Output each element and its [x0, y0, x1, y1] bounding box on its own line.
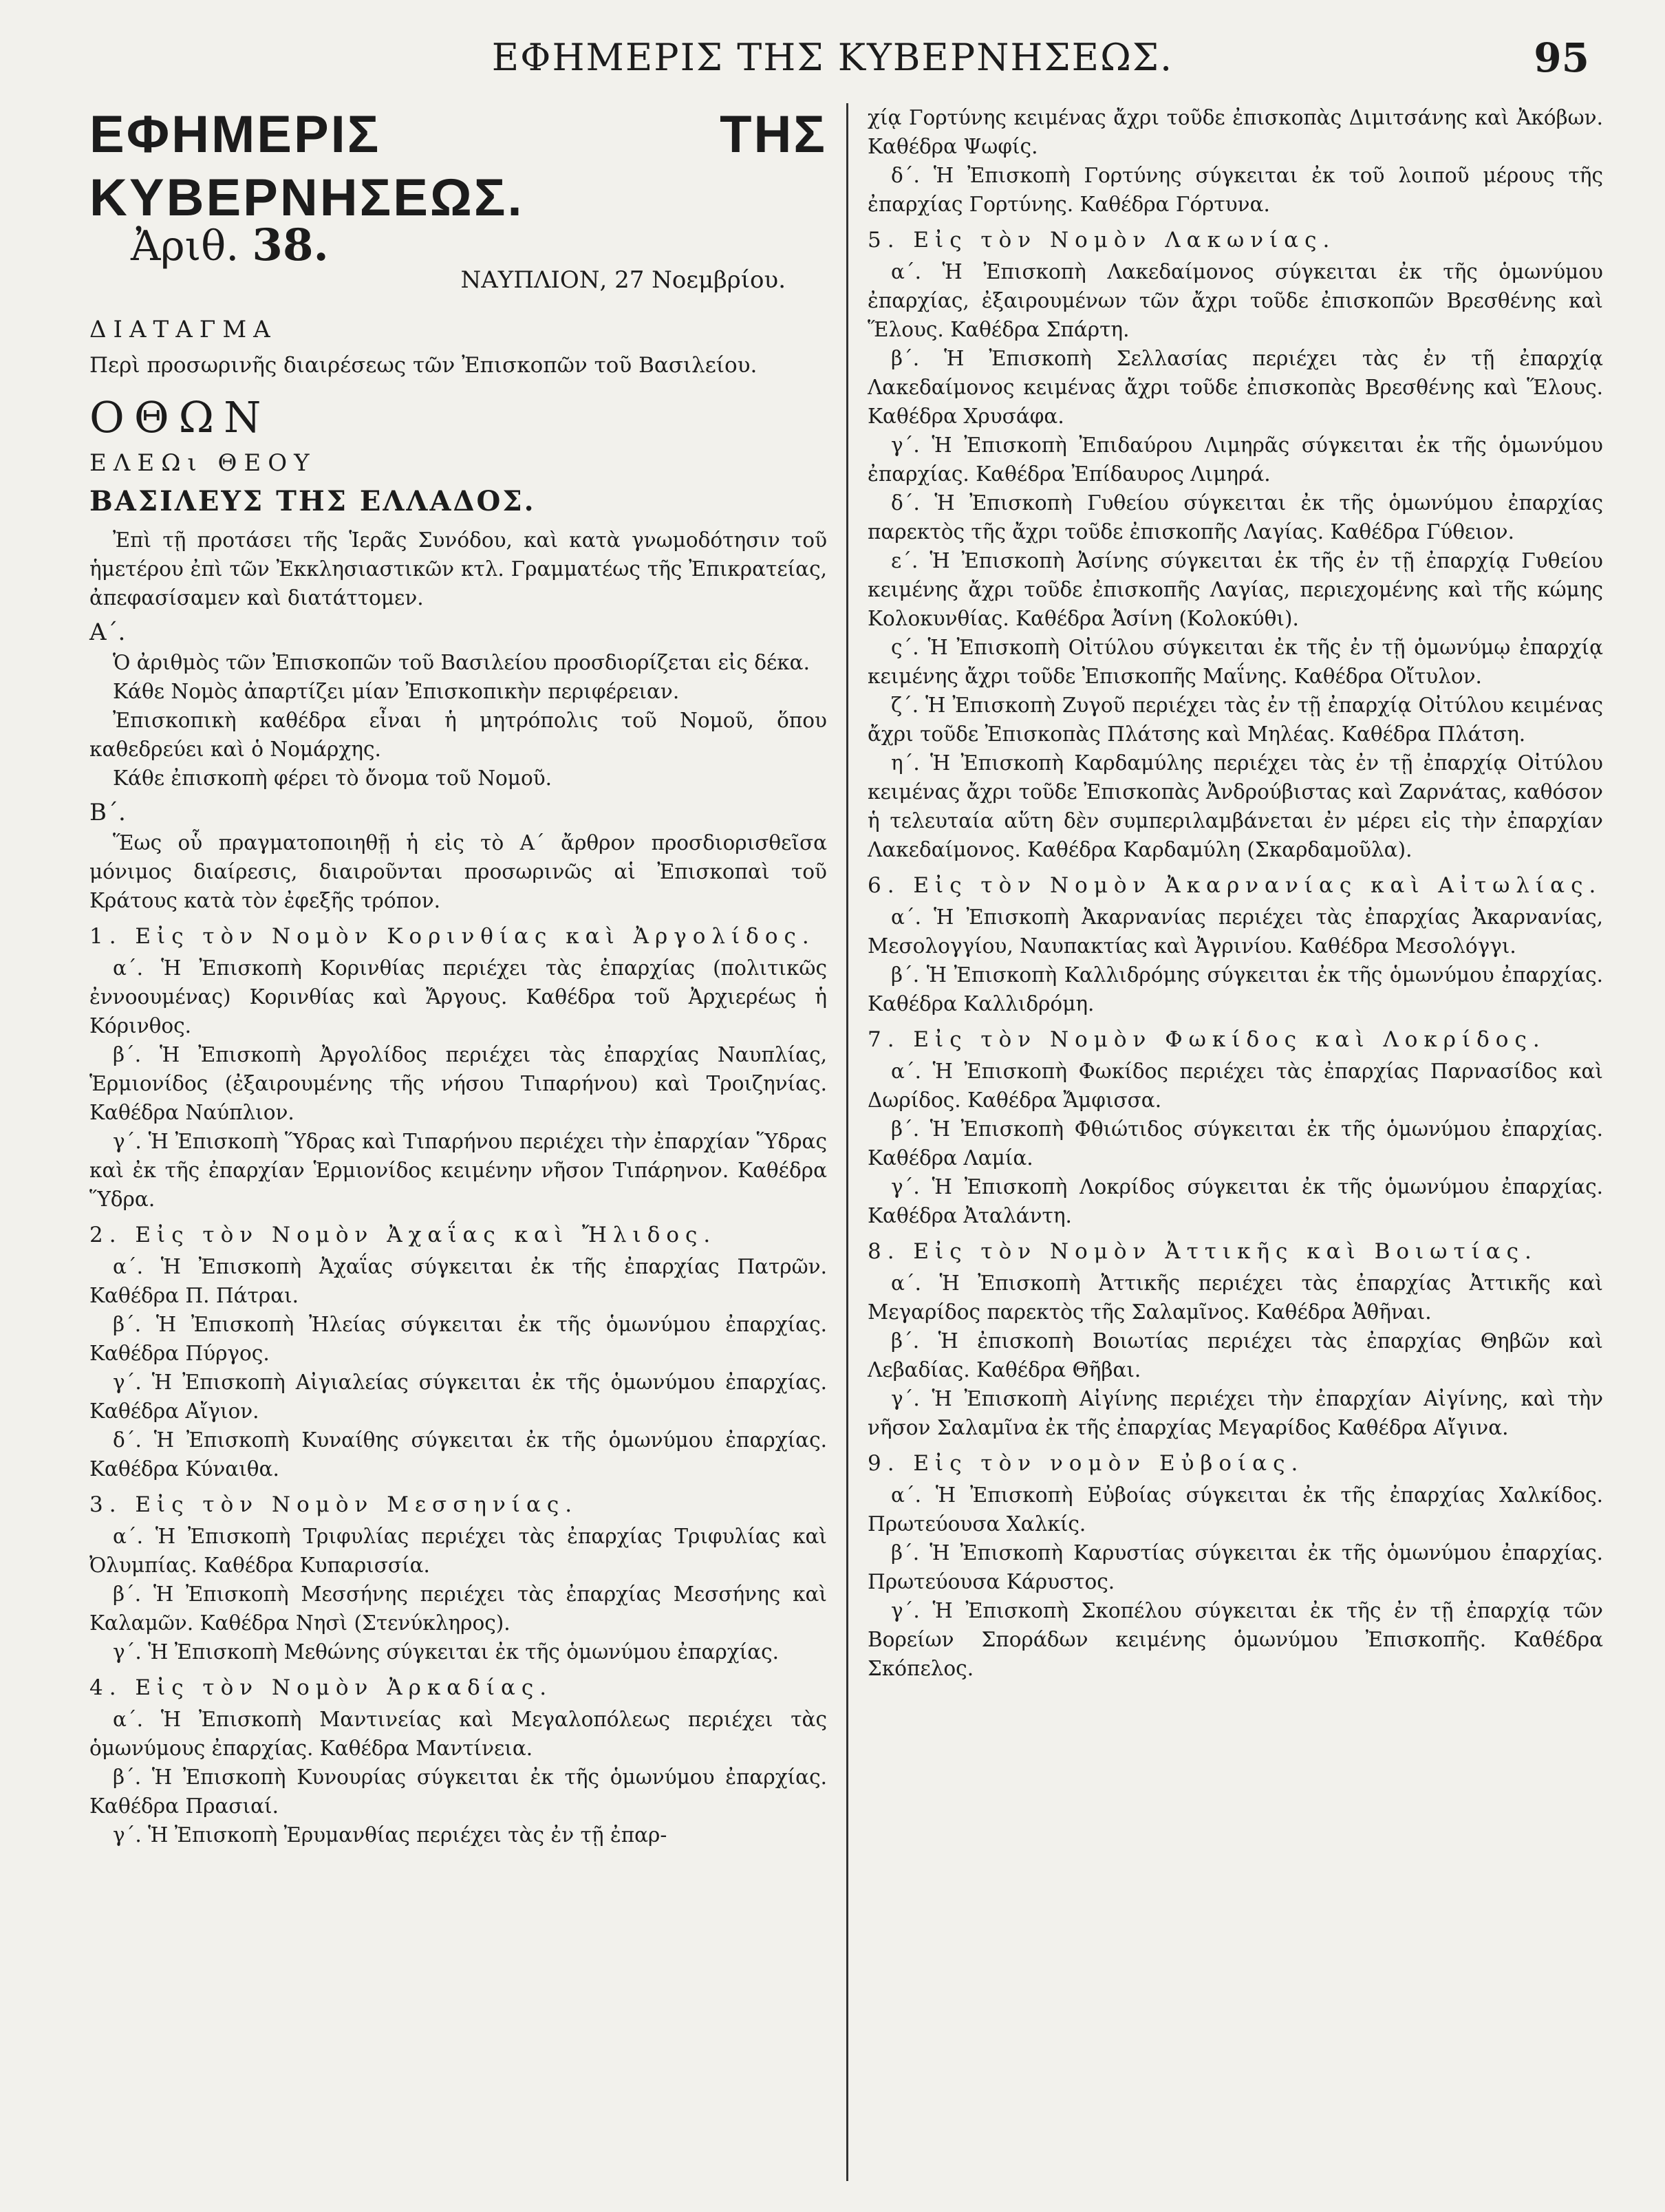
- section-heading: 1. Εἰς τὸν Νομὸν Κορινθίας καὶ Ἀργολίδος.: [89, 924, 815, 949]
- section-item: ε΄. Ἡ Ἐπισκοπὴ Ἀσίνης σύγκειται ἐκ τῆς ἐν τῇ ἐπαρχίᾳ Γυθείου κειμένης ἄχρι τοῦδε ἐπισκοπῆς Λαγίας, περιεχομένης καὶ τῆς κώμης Κολοκυνθίας. Καθέδρα Ἀσίνη (Κολοκύθι).: [868, 549, 1603, 630]
- section-arcadia: [89, 1673, 827, 1849]
- right-column: [846, 103, 1603, 2181]
- decree-title: ΔΙΑΤΑΓΜΑ: [89, 316, 277, 343]
- section-laconia: [868, 226, 1603, 864]
- article-b-heading: Β΄.: [89, 799, 126, 826]
- section-heading: 4. Εἰς τὸν Νομὸν Ἀρκαδίας.: [89, 1675, 553, 1700]
- section-item: β΄. Ἡ Ἐπισκοπὴ Φθιώτιδος σύγκειται ἐκ τῆς ὁμωνύμου ἐπαρχίας. Καθέδρα Λαμία.: [868, 1117, 1603, 1170]
- section-item: β΄. Ἡ Ἐπισκοπὴ Καρυστίας σύγκειται ἐκ τῆς ὁμωνύμου ἐπαρχίας. Πρωτεύουσα Κάρυστος.: [868, 1541, 1603, 1593]
- issue-label: Ἀριθ.: [131, 222, 239, 270]
- running-title: ΕΦΗΜΕΡΙΣ ΤΗΣ ΚΥΒΕΡΝΗΣΕΩΣ.: [491, 36, 1174, 79]
- masthead-title: ΕΦΗΜΕΡΙΣ ΤΗΣ ΚΥΒΕΡΝΗΣΕΩΣ.: [89, 105, 827, 227]
- section-item: α΄. Ἡ Ἐπισκοπὴ Ἀκαρνανίας περιέχει τὰς ἐπαρχίας Ἀκαρνανίας, Μεσολογγίου, Ναυπακτίας καὶ Ἀγρινίου. Καθέδρα Μεσολόγγι.: [868, 905, 1603, 958]
- king-title: ΒΑΣΙΛΕΥΣ ΤΗΣ ΕΛΛΑΔΟΣ.: [89, 485, 536, 517]
- masthead-issue-row: [89, 219, 827, 311]
- section-item: γ΄. Ἡ Ἐπισκοπὴ Αἰγίνης περιέχει τὴν ἐπαρχίαν Αἰγίνης, καὶ τὴν νῆσον Σαλαμῖνα ἐκ τῆς ἐπαρχίας Μεγαρίδος Καθέδρα Αἴγινα.: [868, 1387, 1603, 1439]
- section-item: β΄. Ἡ Ἐπισκοπὴ Καλλιδρόμης σύγκειται ἐκ τῆς ὁμωνύμου ἐπαρχίας. Καθέδρα Καλλιδρόμη.: [868, 963, 1603, 1016]
- section-heading: 8. Εἰς τὸν Νομὸν Ἀττικῆς καὶ Βοιωτίας.: [868, 1239, 1538, 1264]
- section-item: γ΄. Ἡ Ἐπισκοπὴ Μεθώνης σύγκειται ἐκ τῆς ὁμωνύμου ἐπαρχίας.: [113, 1640, 780, 1664]
- section-heading: 5. Εἰς τὸν Νομὸν Λακωνίας.: [868, 228, 1336, 253]
- section-item: α΄. Ἡ Ἐπισκοπὴ Λακεδαίμονος σύγκειται ἐκ τῆς ὁμωνύμου ἐπαρχίας, ἐξαιρουμένων τῶν ἄχρι τοῦδε ἐπισκοπῶν Βρεσθένης καὶ Ἕλους. Καθέδρα Σπάρτη.: [868, 260, 1603, 341]
- article-a-heading: Α΄.: [89, 619, 126, 646]
- section-item: β΄. Ἡ Ἐπισκοπὴ Ἀργολίδος περιέχει τὰς ἐπαρχίας Ναυπλίας, Ἑρμιονίδος (ἐξαιρουμένης τῆς νήσου Τιπαρήνου) καὶ Τροιζηνίας. Καθέδρα Ναύπλιον.: [89, 1043, 827, 1124]
- preamble: Ἐπὶ τῇ προτάσει τῆς Ἱερᾶς Συνόδου, καὶ κατὰ γνωμοδότησιν τοῦ ἡμετέρου ἐπὶ τῶν Ἐκκλησιαστικῶν κτλ. Γραμματέως τῆς Ἐπικρατείας, ἀπεφασίσαμεν καὶ διατάττομεν.: [89, 528, 827, 610]
- section-phocis-locris: [868, 1025, 1603, 1230]
- left-column: [89, 103, 846, 2181]
- king-grace: ΕΛΕΩι ΘΕΟΥ: [89, 449, 316, 477]
- section-messinia: [89, 1490, 827, 1666]
- section-item: β΄. Ἡ ἐπισκοπὴ Βοιωτίας περιέχει τὰς ἐπαρχίας Θηβῶν καὶ Λεβαδίας. Καθέδρα Θῆβαι.: [868, 1329, 1603, 1382]
- section-item: α΄. Ἡ Ἐπισκοπὴ Κορινθίας περιέχει τὰς ἐπαρχίας (πολιτικῶς ἐννοουμένας) Κορινθίας καὶ Ἄργους. Καθέδρα τοῦ Ἀρχιερέως ἡ Κόρινθος.: [89, 956, 827, 1038]
- section-item: β΄. Ἡ Ἐπισκοπὴ Σελλασίας περιέχει τὰς ἐν τῇ ἐπαρχίᾳ Λακεδαίμονος κειμένας ἄχρι τοῦδε ἐπισκοπὰς Βρεσθένης καὶ Ἕλους. Καθέδρα Χρυσάφα.: [868, 347, 1603, 428]
- issue-value: 38.: [252, 219, 329, 271]
- section-item: δ΄. Ἡ Ἐπισκοπὴ Κυναίθης σύγκειται ἐκ τῆς ὁμωνύμου ἐπαρχίας. Καθέδρα Κύναιθα.: [89, 1428, 827, 1481]
- continued-paragraph: χίᾳ Γορτύνης κειμένας ἄχρι τοῦδε ἐπισκοπὰς Διμιτσάνης καὶ Ἀκόβων. Καθέδρα Ψωφίς.: [868, 106, 1603, 158]
- section-corinth-argolis: [89, 922, 827, 1214]
- section-item: γ΄. Ἡ Ἐπισκοπὴ Ὕδρας καὶ Τιπαρήνου περιέχει τὴν ἐπαρχίαν Ὕδρας καὶ ἐκ τῆς ἐπαρχίαν Ἑρμιονίδος κειμένην νῆσον Τιπάρηνον. Καθέδρα Ὕδρα.: [89, 1130, 827, 1211]
- section-heading: 3. Εἰς τὸν Νομὸν Μεσσηνίας.: [89, 1492, 579, 1517]
- section-attica-boeotia: [868, 1237, 1603, 1442]
- section-item: α΄. Ἡ Ἐπισκοπὴ Φωκίδος περιέχει τὰς ἐπαρχίας Παρνασίδος καὶ Δωρίδος. Καθέδρα Ἄμφισσα.: [868, 1060, 1603, 1112]
- section-item: γ΄. Ἡ Ἐπισκοπὴ Αἰγιαλείας σύγκειται ἐκ τῆς ὁμωνύμου ἐπαρχίας. Καθέδρα Αἴγιον.: [89, 1371, 827, 1423]
- section-item: γ΄. Ἡ Ἐπισκοπὴ Σκοπέλου σύγκειται ἐκ τῆς ἐν τῇ ἐπαρχίᾳ τῶν Βορείων Σποράδων κειμένης ὁμωνύμου Ἐπισκοπῆς. Καθέδρα Σκόπελος.: [868, 1599, 1603, 1680]
- section-heading: 2. Εἰς τὸν Νομὸν Ἀχαΐας καὶ Ἤλιδος.: [89, 1223, 717, 1247]
- section-achaia-elis: [89, 1221, 827, 1483]
- section-item: δ΄. Ἡ Ἐπισκοπὴ Γυθείου σύγκειται ἐκ τῆς ὁμωνύμου ἐπαρχίας παρεκτὸς τῆς ἄχρι τοῦδε ἐπισκοπῆς Λαγίας. Καθέδρα Γύθειον.: [868, 491, 1603, 544]
- section-item: γ΄. Ἡ Ἐπισκοπὴ Ἐρυμανθίας περιέχει τὰς ἐν τῇ ἐπαρ-: [113, 1823, 667, 1847]
- section-item: α΄. Ἡ Ἐπισκοπὴ Ἀχαΐας σύγκειται ἐκ τῆς ἐπαρχίας Πατρῶν. Καθέδρα Π. Πάτραι.: [89, 1255, 827, 1307]
- section-item: α΄. Ἡ Ἐπισκοπὴ Τριφυλίας περιέχει τὰς ἐπαρχίας Τριφυλίας καὶ Ὀλυμπίας. Καθέδρα Κυπαρισσία.: [89, 1525, 827, 1577]
- section-heading: 7. Εἰς τὸν Νομὸν Φωκίδος καὶ Λοκρίδος.: [868, 1027, 1546, 1052]
- section-item: η΄. Ἡ Ἐπισκοπὴ Καρδαμύλης περιέχει τὰς ἐν τῇ ἐπαρχίᾳ Οἰτύλου κειμένας ἄχρι τοῦδε Ἐπισκοπὰς Ἀνδρούβιστας καὶ Ζαρνάτας, καθόσον ἡ τελευταία αὕτη δὲν συμπεριλαμβάνεται ἐν μέρει εἰς τὴν ἐπαρχίαν Λακεδαίμονος. Καθέδρα Καρδαμύλη (Σκαρδαμοῦλα).: [868, 751, 1603, 861]
- section-item: β΄. Ἡ Ἐπισκοπὴ Μεσσήνης περιέχει τὰς ἐπαρχίας Μεσσήνης καὶ Καλαμῶν. Καθέδρα Νησὶ (Στενύκληρος).: [89, 1582, 827, 1635]
- article-a-paragraph: Ἐπισκοπικὴ καθέδρα εἶναι ἡ μητρόπολις τοῦ Νομοῦ, ὅπου καθεδρεύει καὶ ὁ Νομάρχης.: [89, 709, 827, 761]
- section-acarnania-aetolia: [868, 871, 1603, 1018]
- section-item: γ΄. Ἡ Ἐπισκοπὴ Ἐπιδαύρου Λιμηρᾶς σύγκειται ἐκ τῆς ὁμωνύμου ἐπαρχίας. Καθέδρα Ἐπίδαυρος Λιμηρά.: [868, 433, 1603, 486]
- issue-number: [131, 219, 329, 271]
- dateline: ΝΑΥΠΛΙΟΝ, 27 Νοεμβρίου.: [460, 266, 786, 294]
- section-item: ς΄. Ἡ Ἐπισκοπὴ Οἰτύλου σύγκειται ἐκ τῆς ἐν τῇ ὁμωνύμῳ ἐπαρχίᾳ κειμένης ἄχρι τοῦδε Ἐπισκοπῆς Μαΐνης. Καθέδρα Οἴτυλον.: [868, 636, 1603, 688]
- article-a-paragraph: Ὁ ἀριθμὸς τῶν Ἐπισκοπῶν τοῦ Βασιλείου προσδιορίζεται εἰς δέκα.: [113, 651, 810, 674]
- article-a-paragraph: Κάθε Νομὸς ἀπαρτίζει μίαν Ἐπισκοπικὴν περιφέρειαν.: [113, 680, 680, 703]
- king-name: ΟΘΩΝ: [89, 392, 271, 442]
- article-a-paragraph: Κάθε ἐπισκοπὴ φέρει τὸ ὄνομα τοῦ Νομοῦ.: [113, 766, 552, 790]
- section-item: δ΄. Ἡ Ἐπισκοπὴ Γορτύνης σύγκειται ἐκ τοῦ λοιποῦ μέρους τῆς ἐπαρχίας Γορτύνης. Καθέδρα Γόρτυνα.: [868, 164, 1603, 216]
- section-item: γ΄. Ἡ Ἐπισκοπὴ Λοκρίδος σύγκειται ἐκ τῆς ὁμωνύμου ἐπαρχίας. Καθέδρα Ἀταλάντη.: [868, 1175, 1603, 1227]
- page-number: 95: [1534, 34, 1589, 81]
- section-euboea: [868, 1449, 1603, 1683]
- section-item: ζ΄. Ἡ Ἐπισκοπὴ Ζυγοῦ περιέχει τὰς ἐν τῇ ἐπαρχίᾳ Οἰτύλου κειμένας ἄχρι τοῦδε Ἐπισκοπὰς Πλάτσης καὶ Μηλέας. Καθέδρα Πλάτση.: [868, 694, 1603, 746]
- section-heading: 6. Εἰς τὸν Νομὸν Ἀκαρνανίας καὶ Αἰτωλίας.: [868, 873, 1602, 898]
- section-heading: 9. Εἰς τὸν νομὸν Εὐβοίας.: [868, 1451, 1304, 1476]
- article-b-paragraph: Ἕως οὗ πραγματοποιηθῇ ἡ εἰς τὸ Α΄ ἄρθρον προσδιορισθεῖσα μόνιμος διαίρεσις, διαιροῦνται προσωρινῶς αἱ Ἐπισκοπαὶ τοῦ Κράτους κατὰ τὸν ἐφεξῆς τρόπον.: [89, 831, 827, 912]
- section-item: α΄. Ἡ Ἐπισκοπὴ Εὐβοίας σύγκειται ἐκ τῆς ἐπαρχίας Χαλκίδος. Πρωτεύουσα Χαλκίς.: [868, 1483, 1603, 1536]
- section-item: β΄. Ἡ Ἐπισκοπὴ Κυνουρίας σύγκειται ἐκ τῆς ὁμωνύμου ἐπαρχίας. Καθέδρα Πρασιαί.: [89, 1765, 827, 1818]
- running-header: [0, 0, 1665, 86]
- text-columns: [89, 103, 1603, 2181]
- section-item: α΄. Ἡ Ἐπισκοπὴ Ἀττικῆς περιέχει τὰς ἐπαρχίας Ἀττικῆς καὶ Μεγαρίδος παρεκτὸς τῆς Σαλαμῖνος. Καθέδρα Ἀθῆναι.: [868, 1271, 1603, 1324]
- section-item: β΄. Ἡ Ἐπισκοπὴ Ἠλείας σύγκειται ἐκ τῆς ὁμωνύμου ἐπαρχίας. Καθέδρα Πύργος.: [89, 1313, 827, 1365]
- decree-subject: Περὶ προσωρινῆς διαιρέσεως τῶν Ἐπισκοπῶν τοῦ Βασιλείου.: [89, 353, 758, 378]
- section-item: α΄. Ἡ Ἐπισκοπὴ Μαντινείας καὶ Μεγαλοπόλεως περιέχει τὰς ὁμωνύμους ἐπαρχίας. Καθέδρα Μαντίνεια.: [89, 1708, 827, 1760]
